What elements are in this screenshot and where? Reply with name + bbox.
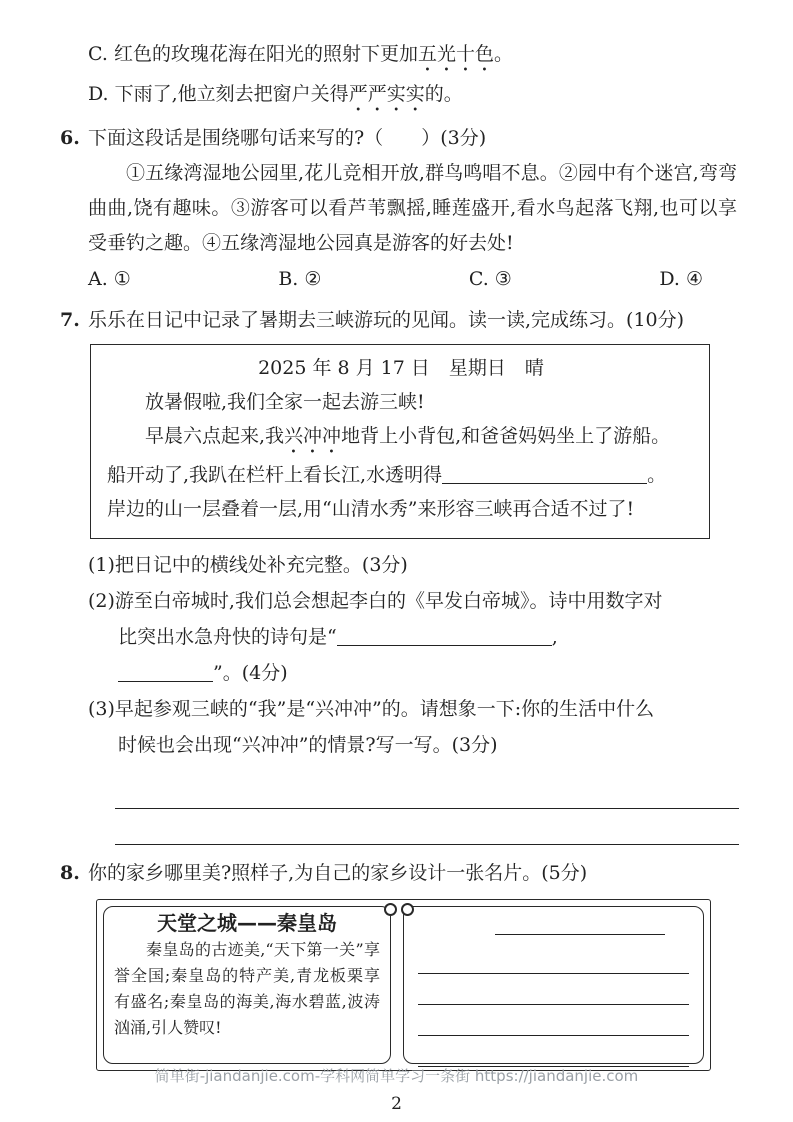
diary-line-2-emphasized-text: 兴冲冲 (284, 425, 342, 447)
sub-question-2-line-2-tail: , (551, 626, 558, 648)
example-name-card (103, 906, 391, 1064)
question-8-number: 8. (60, 862, 80, 884)
site-footer-text: 简单街-jiandanjie.com-学科网简单学习一条街 https://jiandanjie.com (154, 1067, 639, 1085)
diary-line-3-post: 。 (647, 464, 667, 486)
choice-d: D. ④ (659, 268, 703, 290)
verse-answer-blank-2 (118, 662, 213, 682)
question-6-number: 6. (60, 127, 80, 149)
diary-line-2 (107, 419, 695, 458)
card-writing-line (418, 974, 689, 1005)
option-line-c (88, 36, 739, 76)
option-c-tail: 。 (493, 43, 513, 65)
diary-line-3-pre: 船开动了,我趴在栏杆上看长江,水透明得 (107, 464, 443, 486)
question-7 (60, 302, 739, 763)
diary-date-line: 2025 年 8 月 17 日 星期日 晴 (258, 357, 544, 379)
page-number: 2 (391, 1094, 402, 1114)
example-card-body: 秦皇岛的古迹美,“天下第一关”享誉全国;秦皇岛的特产美,青龙板栗享有盛名;秦皇岛的海美,海水碧蓝,波涛汹涌,引人赞叹! (114, 940, 380, 1037)
card-writing-line (418, 1005, 689, 1036)
question-8 (60, 855, 739, 891)
option-line-d (88, 76, 739, 116)
diary-line-4: 岸边的山一层叠着一层,用“山清水秀”来形容三峡再合适不过了! (107, 498, 635, 520)
question-8-stem: 你的家乡哪里美?照样子,为自己的家乡设计一张名片。(5分) (88, 862, 588, 884)
binding-rings-icon (384, 903, 414, 916)
choice-b: B. ② (278, 268, 322, 290)
choice-a: A. ① (88, 268, 131, 290)
sub-question-3-line-2: 时候也会出现“兴冲冲”的情景?写一写。(3分) (118, 734, 498, 756)
diary-fill-in-blank (442, 464, 647, 484)
verse-answer-blank-1 (337, 626, 552, 646)
card-title-writing-line (495, 915, 665, 935)
question-7-stem: 乐乐在日记中记录了暑期去三峡游玩的见闻。读一读,完成练习。(10分) (88, 309, 685, 331)
sub-question-1: (1)把日记中的横线处补充完整。(3分) (88, 554, 408, 576)
question-6-stem: 下面这段话是围绕哪句话来写的?（ ）(3分) (88, 127, 487, 149)
option-d-tail: 的。 (424, 83, 463, 105)
sub-question-2-line-3-tail: ”。(4分) (213, 662, 288, 684)
option-d-text: D. 下雨了,他立刻去把窗户关得 (88, 83, 349, 105)
option-d-emphasized-text: 严严实实 (348, 83, 425, 105)
question-6-body (88, 120, 739, 298)
blank-name-card (403, 906, 704, 1064)
question-7-body (88, 302, 739, 763)
example-card-title: 天堂之城——秦皇岛 (157, 911, 337, 935)
diary-box (90, 344, 710, 539)
name-card-design-box (96, 899, 711, 1071)
question-7-number: 7. (60, 309, 80, 331)
option-c-text: C. 红色的玫瑰花海在阳光的照射下更加 (88, 43, 418, 65)
question-6 (60, 120, 739, 298)
choice-c: C. ③ (468, 268, 512, 290)
question-8-body (88, 855, 739, 891)
answer-writing-line-1 (115, 773, 739, 809)
card-writing-line (418, 943, 689, 974)
sub-question-3-line-1: (3)早起参观三峡的“我”是“兴冲冲”的。请想象一下:你的生活中什么 (88, 698, 655, 720)
question-6-passage: ①五缘湾湿地公园里,花儿竞相开放,群鸟鸣唱不息。②园中有个迷宫,弯弯曲曲,饶有趣味。③游客可以看芦苇飘摇,睡莲盛开,看水鸟起落飞翔,也可以享受垂钓之趣。④五缘湾湿地公园真是游客的好去处! (88, 162, 737, 254)
sub-question-2-line-2 (118, 619, 739, 655)
card-writing-line (418, 1036, 689, 1067)
sub-question-2-line-3 (118, 655, 739, 691)
sub-question-2-line-2-text: 比突出水急舟快的诗句是“ (118, 626, 337, 648)
answer-writing-line-2 (115, 809, 739, 845)
ring-icon (384, 903, 397, 916)
ring-icon (401, 903, 414, 916)
diary-paragraph-1: 放暑假啦,我们全家一起去游三峡! (145, 391, 425, 413)
option-c-emphasized-text: 五光十色 (417, 43, 494, 65)
sub-question-2-line-1: (2)游至白帝城时,我们总会想起李白的《早发白帝城》。诗中用数字对 (88, 590, 663, 612)
question-6-choices (88, 261, 703, 298)
diary-line-2-post: 地背上小背包,和爸爸妈妈坐上了游船。 (341, 425, 671, 447)
diary-line-2-pre: 早晨六点起来,我 (145, 425, 285, 447)
diary-line-3 (107, 458, 695, 492)
